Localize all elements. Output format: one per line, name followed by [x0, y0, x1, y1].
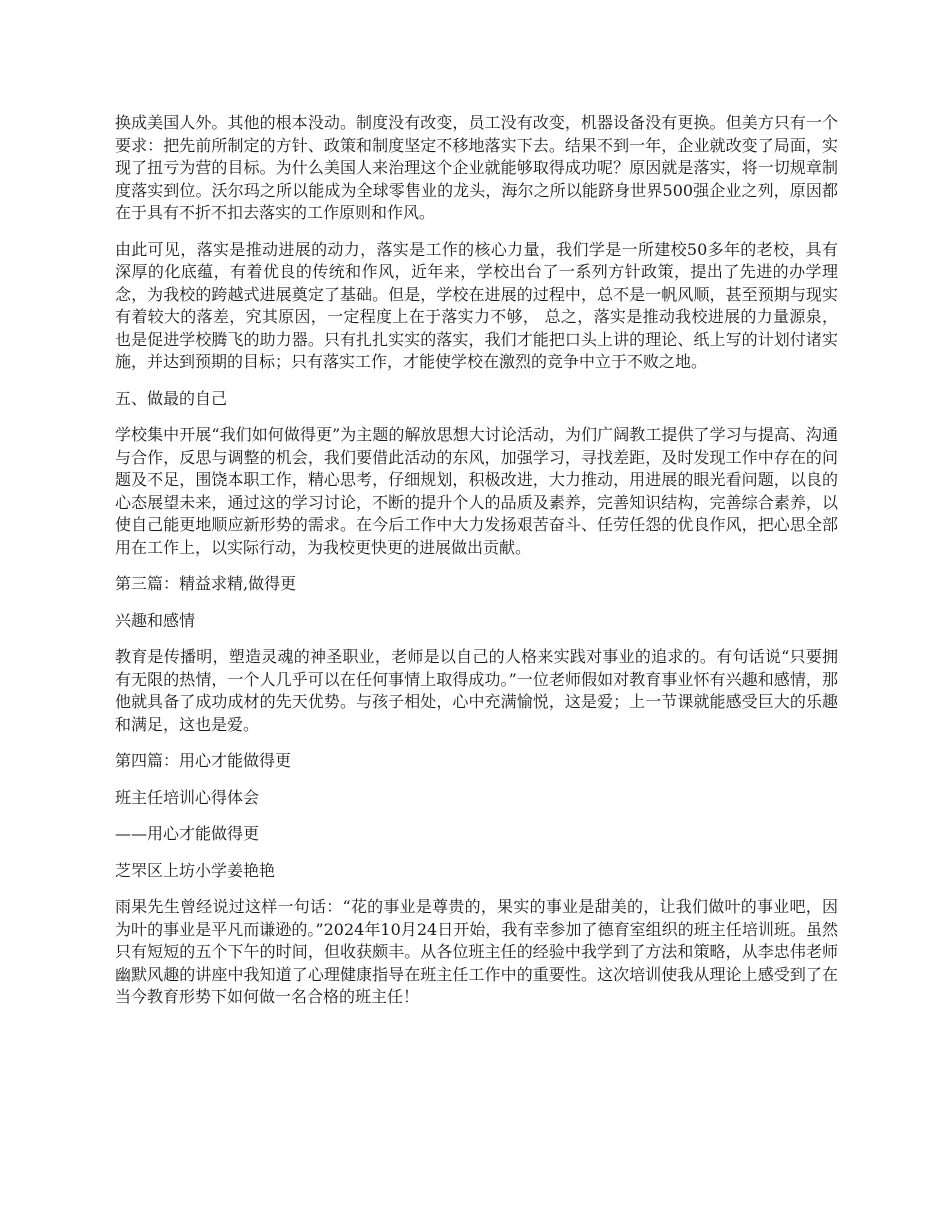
paragraph-education: 教育是传播明，塑造灵魂的神圣职业，老师是以自己的人格来实践对事业的追求的。有句话说“只要拥有无限的热情，一个人几乎可以在任何事情上取得成功。”一位老师假如对教育事业怀有兴趣和感情，那他就具备了成功成材的先天优势。与孩子相处，心中充满愉悦，这是爱；上一节课就能感受巨大的乐趣和满足，这也是爱。	[115, 647, 838, 734]
paragraph-implementation: 由此可见，落实是推动进展的动力，落实是工作的核心力量，我们学是一所建校50多年的老校，具有深厚的化底蕴，有着优良的传统和作风，近年来，学校出台了一系列方针政策，提出了先进的办学理念，为我校的跨越式进展奠定了基础。但是，学校在进展的过程中，总不是一帆风顺，甚至预期与现实有着较大的落差，究其原因，一定程度上在于落实力不够， 总之，落实是推动我校进展的力量源泉，也是促进学校腾飞的助力器。只有扎扎实实的落实，我们才能把口头上讲的理论、纸上写的计划付诸实施，并达到预期的目标；只有落实工作，才能使学校在激烈的竞争中立于不败之地。	[115, 239, 838, 371]
article-title: 班主任培训心得体会	[115, 787, 260, 807]
paragraph-training: 雨果先生曾经说过这样一句话：“花的事业是尊贵的，果实的事业是甜美的，让我们做叶的事业吧，因为叶的事业是平凡而谦逊的。”2024年10月24日开始，我有幸参加了德育室组织的班主任培训班。虽然只有短短的五个下午的时间，但收获颇丰。从各位班主任的经验中我学到了方法和策略，从李忠伟老师幽默风趣的讲座中我知道了心理健康指导在班主任工作中的重要性。这次培训使我从理论上感受到了在当今教育形势下如何做一名合格的班主任！	[115, 897, 838, 1006]
paragraph-walmart-haier: 换成美国人外。其他的根本没动。制度没有改变，员工没有改变，机器设备没有更换。但美方只有一个要求：把先前所制定的方针、政策和制度坚定不移地落实下去。结果不到一年，企业就改变了局面，实现了扭亏为营的目标。为什么美国人来治理这个企业就能够取得成功呢？原因就是落实，将一切规章制度落实到位。沃尔玛之所以能成为全球零售业的龙头，海尔之所以能跻身世界500强企业之列，原因都在于具有不折不扣去落实的工作原则和作风。	[115, 113, 838, 222]
subheading-interest: 兴趣和感情	[115, 610, 196, 630]
section-heading-5: 五、做最的自己	[115, 388, 228, 408]
article-subtitle: ——用心才能做得更	[115, 824, 260, 843]
paragraph-discussion-activity: 学校集中开展“我们如何做得更”为主题的解放思想大讨论活动，为们广阔教工提供了学习与提高、沟通与合作，反思与调整的机会，我们要借此活动的东风，加强学习，寻找差距，及时发现工作中存在的问题及不足，围饶本职工作，精心思考，仔细规划，积极改进，大力推动，用进展的眼光看问题，以良的心态展望未来，通过这的学习讨论，不断的提升个人的品质及素养，完善知识结构，完善综合素养，以使自己能更地顺应新形势的需求。在今后工作中大力发扬艰苦奋斗、任劳任怨的优良作风，把心思全部用在工作上，以实际行动，为我校更快更的进展做出贡献。	[115, 425, 838, 557]
chapter-heading-3: 第三篇：精益求精,做得更	[115, 574, 297, 593]
document-page	[115, 112, 838, 1023]
chapter-heading-4: 第四篇：用心才能做得更	[115, 751, 292, 770]
author-line: 芝罘区上坊小学姜艳艳	[115, 860, 276, 880]
